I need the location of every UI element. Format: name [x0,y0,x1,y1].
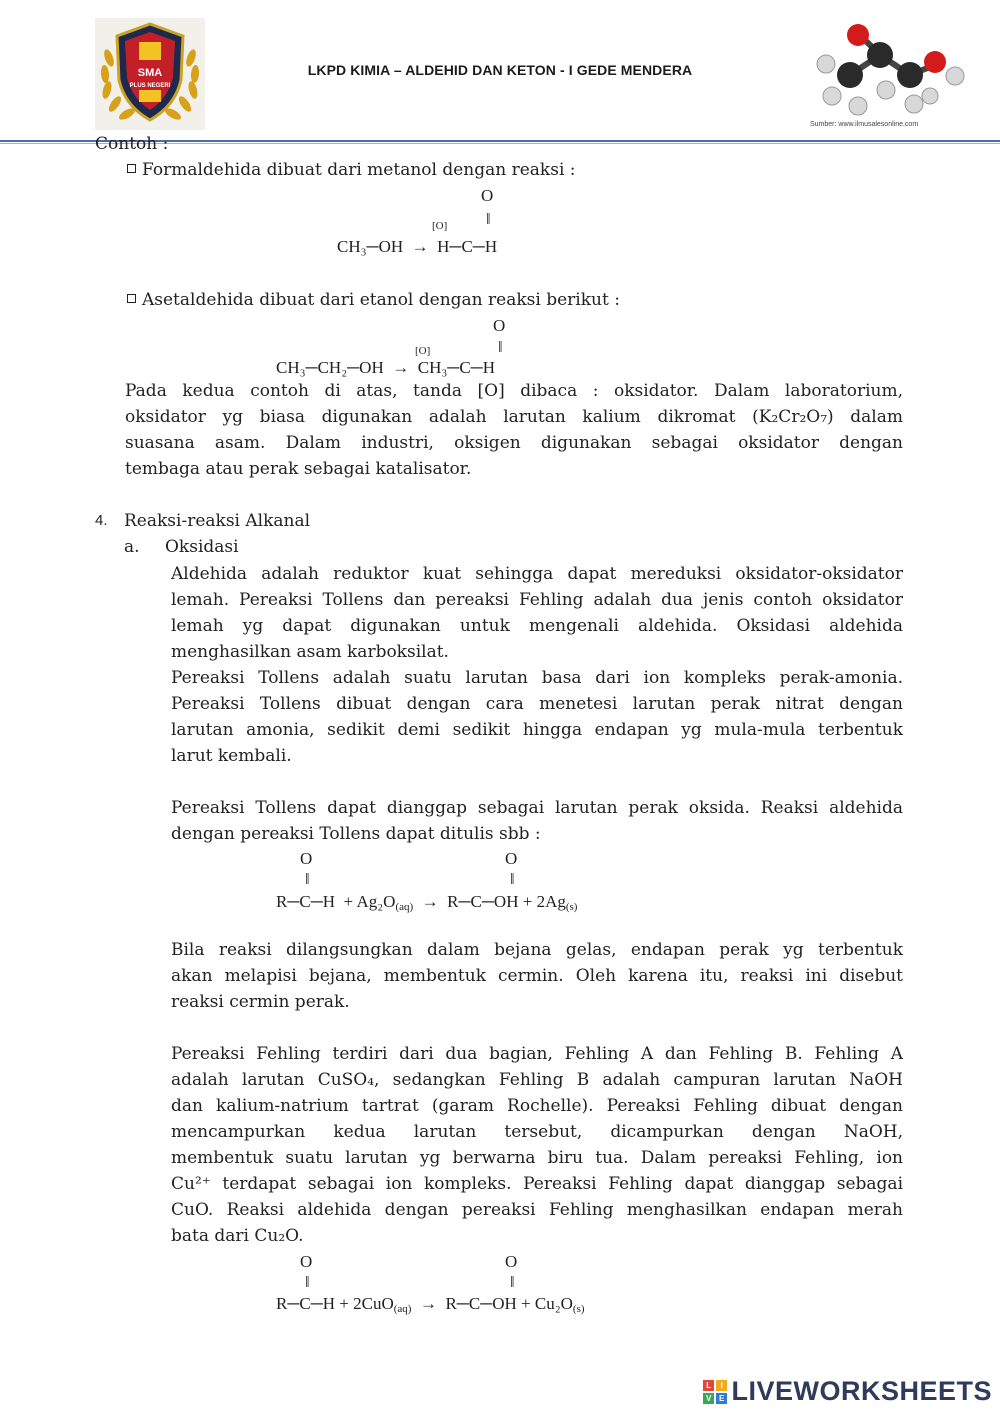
svg-text:SMA: SMA [137,67,163,79]
tollens-reagent: + Ag₂O [343,892,396,911]
paragraph-line: menghasilkan asam karboksilat. [171,642,449,662]
reaction2-double-bond: ‖ [498,339,503,356]
liveworksheets-brand: LIVEWORKSHEETS [731,1376,992,1406]
fehling-double-bond-1: ‖ [305,1274,310,1291]
reaction1-oxidator: [O] [432,220,448,232]
tollens-paragraph-1 [171,665,903,769]
fehling-equation [276,1294,585,1315]
paragraph-line: Pada kedua contoh di atas, tanda [O] dibaca : oksidator. Dalam laboratorium, [125,381,903,401]
paragraph-line: larutan amonia, sedikit demi sedikit hingga endapan yg mula-mula terbentuk [171,720,903,740]
paragraph-line: adalah larutan CuSO₄, sedangkan Fehling B adalah campuran larutan NaOH [171,1070,903,1090]
contoh-paragraph [125,378,903,482]
paragraph-line: Bila reaksi dilangsungkan dalam bejana gelas, endapan perak yg terbentuk [171,940,903,960]
checkbox-bullet-icon [127,164,136,173]
document-header-title: LKPD KIMIA – ALDEHID DAN KETON - I GEDE MENDERA [307,62,693,78]
molecule-image [810,20,970,120]
fehling-double-bond-2: ‖ [510,1274,515,1291]
reaction1-oxygen: O [481,186,494,205]
tollens-left: R─C─H [276,892,336,911]
paragraph-line: larut kembali. [171,746,292,766]
fehling-oxygen-2: O [505,1252,518,1271]
reaction1-reactant: CH₃─OH [337,237,404,256]
fehling-left: R─C─H + 2CuO [276,1294,394,1313]
paragraph-line: Cu²⁺ terdapat sebagai ion kompleks. Pereaksi Fehling dapat dianggap sebagai [171,1174,903,1194]
tollens-double-bond-2: ‖ [510,871,515,888]
paragraph-line: dengan pereaksi Tollens dapat ditulis sbb : [171,824,541,844]
liveworksheets-logo[interactable] [703,1376,992,1407]
paragraph-line: akan melapisi bejana, membentuk cermin. Oleh karena itu, reaksi ini disebut [171,966,903,986]
section4-number: 4. [95,512,108,529]
example2-text: Asetaldehida dibuat dari etanol dengan reaksi berikut : [142,290,620,310]
liveworksheets-icon: L I V E [703,1380,727,1404]
fehling-left-state: (aq) [393,1303,412,1315]
reaction1-double-bond: ‖ [486,211,491,228]
svg-text:PLUS NEGERI: PLUS NEGERI [129,83,171,89]
paragraph-line: dan kalium-natrium tartrat (garam Rochelle). Pereaksi Fehling dibuat dengan [171,1096,903,1116]
paragraph-line: lemah yg dapat digunakan untuk mengenali aldehida. Oksidasi aldehida [171,616,903,636]
reaction2-product: CH₃─C─H [417,358,495,377]
paragraph-line: membentuk suatu larutan yg berwarna biru tua. Dalam pereaksi Fehling, ion [171,1148,903,1168]
tollens-oxygen-2: O [505,849,518,868]
checkbox-bullet-icon [127,294,136,303]
tollens-arrow: → [421,892,439,911]
paragraph-line: oksidator yg biasa digunakan adalah larutan kalium dikromat (K₂Cr₂O₇) dalam [125,407,903,427]
paragraph-line: Aldehida adalah reduktor kuat sehingga dapat mereduksi oksidator-oksidator [171,564,903,584]
reaction1-equation [337,237,497,257]
fehling-product-state: (s) [572,1303,585,1315]
fehling-paragraph [171,1041,903,1249]
paragraph-line: Pereaksi Tollens adalah suatu larutan basa dari ion kompleks perak-amonia. [171,668,903,688]
fehling-product: R─C─OH + Cu₂O [445,1294,573,1313]
molecule-source-caption: Sumber: www.ilmusalesonline.com [810,121,919,128]
tollens-oxygen-1: O [300,849,313,868]
paragraph-line: mencampurkan kedua larutan tersebut, dicampurkan dengan NaOH, [171,1122,903,1142]
reaction1-arrow: → [411,237,429,256]
paragraph-line: tembaga atau perak sebagai katalisator. [125,459,472,479]
paragraph-line: Pereaksi Fehling terdiri dari dua bagian, Fehling A dan Fehling B. Fehling A [171,1044,903,1064]
cermin-perak-paragraph [171,937,903,1015]
example1-item [127,157,576,183]
subsection-a-title: Oksidasi [165,537,239,557]
tollens-equation [276,892,577,913]
fehling-oxygen-1: O [300,1252,313,1271]
fehling-arrow: → [419,1294,437,1313]
example1-text: Formaldehida dibuat dari metanol dengan reaksi : [142,160,576,180]
oksidasi-paragraph-1 [171,561,903,665]
paragraph-line: lemah. Pereaksi Tollens dan pereaksi Fehling adalah dua jenis contoh oksidator [171,590,903,610]
paragraph-line: Pereaksi Tollens dibuat dengan cara menetesi larutan perak nitrat dengan [171,694,903,714]
paragraph-line: bata dari Cu₂O. [171,1226,304,1246]
section4-title: Reaksi-reaksi Alkanal [124,511,311,531]
tollens-double-bond-1: ‖ [305,871,310,888]
tollens-reagent-state: (aq) [395,901,414,913]
tollens-paragraph-2 [171,795,903,847]
reaction2-arrow: → [392,358,410,377]
reaction2-reactant: CH₃─CH₂─OH [276,358,384,377]
reaction2-oxidator: [O] [415,345,431,357]
paragraph-line: suasana asam. Dalam industri, oksigen digunakan sebagai oksidator dengan [125,433,903,453]
example2-item [127,287,620,313]
reaction1-product: H─C─H [437,237,498,256]
reaction2-oxygen: O [493,316,506,335]
reaction2-equation [276,358,495,378]
paragraph-line: Pereaksi Tollens dapat dianggap sebagai larutan perak oksida. Reaksi aldehida [171,798,903,818]
paragraph-line: reaksi cermin perak. [171,992,350,1012]
contoh-label: Contoh : [95,134,169,154]
tollens-product-state: (s) [565,901,578,913]
subsection-a-letter: a. [124,537,140,557]
tollens-product: R─C─OH + 2Ag [447,892,566,911]
paragraph-line: CuO. Reaksi aldehida dengan pereaksi Fehling menghasilkan endapan merah [171,1200,903,1220]
